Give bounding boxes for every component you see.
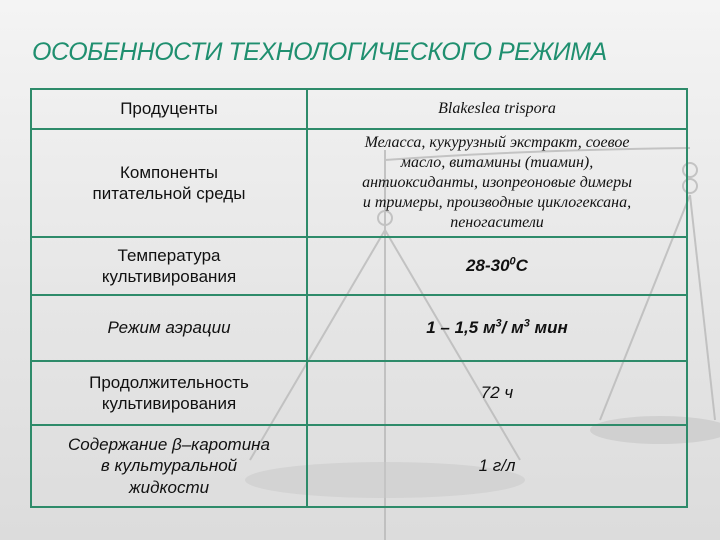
value-aeration: 1 – 1,5 $м^3/$ $м^3$ мин	[307, 295, 687, 361]
value-temperature: $28-30^0С$	[307, 237, 687, 295]
label-medium: Компоненты питательной среды	[31, 129, 307, 237]
table-row-medium	[31, 129, 687, 237]
value-duration: 72 ч	[307, 361, 687, 425]
table-row-temperature	[31, 237, 687, 295]
value-medium: Меласса, кукурузный экстракт, соевое масло, витамины (тиамин), антиоксиданты, изопреоновые димеры и тримеры, производные циклогексана, пеногасители	[307, 129, 687, 237]
label-carotene: Содержание β–каротина в культуральной жидкости	[31, 425, 307, 507]
value-producers: Blakeslea trispora	[307, 89, 687, 129]
table-row-producers	[31, 89, 687, 129]
label-temperature: Температура культивирования	[31, 237, 307, 295]
table-row-aeration	[31, 295, 687, 361]
page-title: ОСОБЕННОСТИ ТЕХНОЛОГИЧЕСКОГО РЕЖИМА	[32, 38, 607, 66]
value-carotene: 1 г/л	[307, 425, 687, 507]
label-duration: Продолжительность культивирования	[31, 361, 307, 425]
label-aeration: Режим аэрации	[31, 295, 307, 361]
label-producers: Продуценты	[31, 89, 307, 129]
table-row-carotene	[31, 425, 687, 507]
table-row-duration	[31, 361, 687, 425]
process-table	[30, 88, 688, 508]
